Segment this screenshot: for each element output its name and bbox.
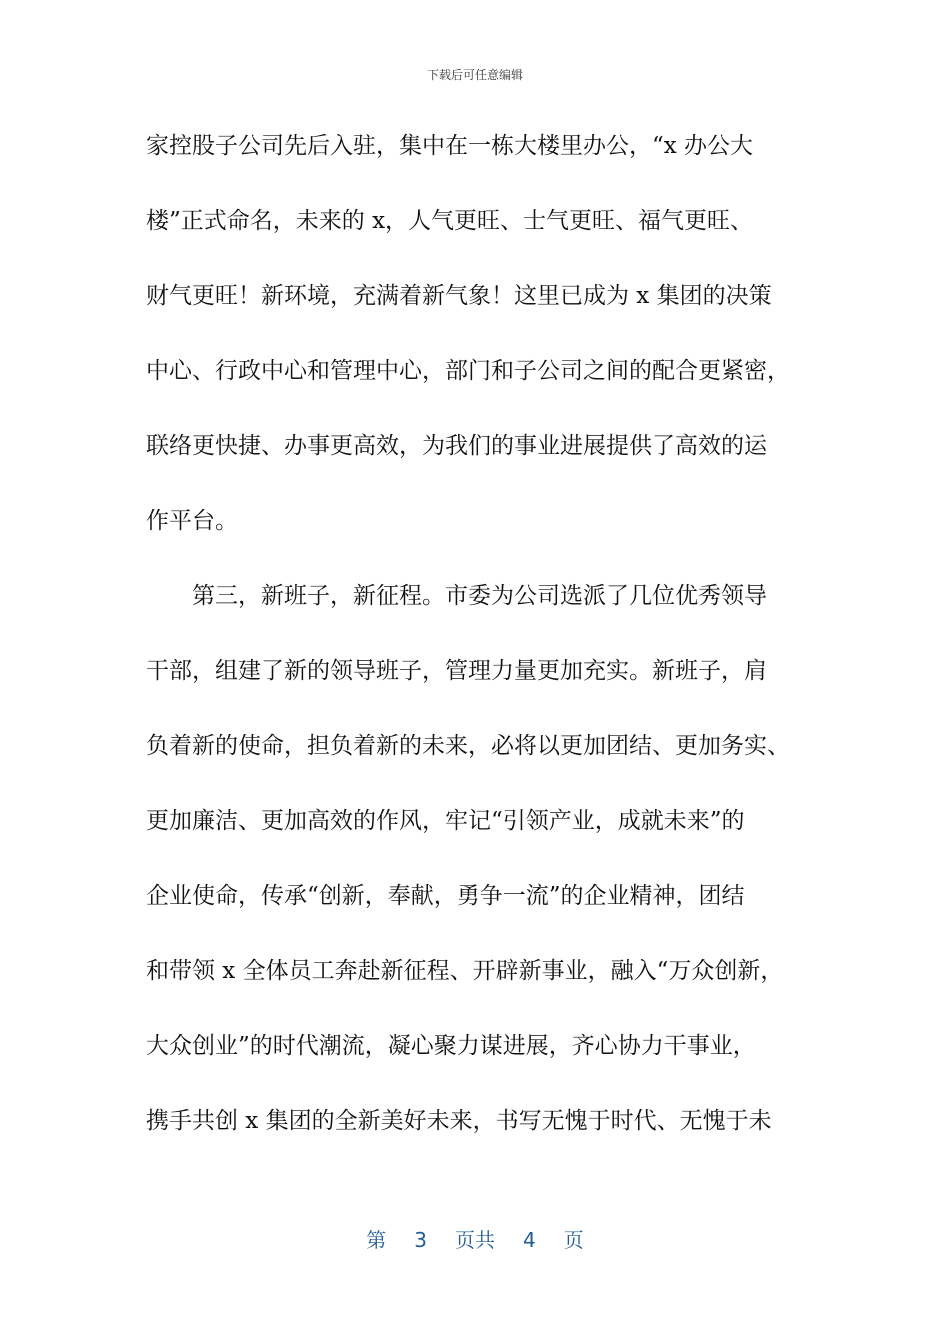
text-line: 中心、行政中心和管理中心，部门和子公司之间的配合更紧密， [146,358,790,384]
footer-prefix: 第 [366,1228,387,1252]
text-line: 楼”正式命名，未来的 x，人气更旺、士气更旺、福气更旺、 [146,208,754,234]
text-line: 作平台。 [146,508,238,534]
footer-suffix: 页 [563,1228,584,1252]
text-line: 携手共创 x 集团的全新美好未来，书写无愧于时代、无愧于未 [146,1108,772,1134]
document-body [146,121,826,1171]
footer-page-number: 3 [414,1228,427,1252]
text-line: 负着新的使命，担负着新的未来，必将以更加团结、更加务实、 [146,733,790,759]
footer-total-pages: 4 [523,1228,536,1252]
paragraph-start-line: 第三，新班子，新征程。市委为公司选派了几位优秀领导 [192,583,767,609]
text-line: 和带领 x 全体员工奔赴新征程、开辟新事业，融入“万众创新， [146,958,784,984]
text-line: 联络更快捷、办事更高效，为我们的事业进展提供了高效的运 [146,433,767,459]
page-footer [0,1224,950,1253]
page-header: 下载后可任意编辑 [426,68,523,82]
text-line: 企业使命，传承“创新，奉献，勇争一流”的企业精神，团结 [146,883,745,909]
text-line: 更加廉洁、更加高效的作风，牢记“引领产业，成就未来”的 [146,808,745,834]
text-line: 干部，组建了新的领导班子，管理力量更加充实。新班子，肩 [146,658,767,684]
text-line: 家控股子公司先后入驻，集中在一栋大楼里办公，“x 办公大 [146,133,754,159]
footer-middle: 页共 [455,1228,495,1252]
text-line: 财气更旺！新环境，充满着新气象！这里已成为 x 集团的决策 [146,283,772,309]
text-line: 大众创业”的时代潮流，凝心聚力谋进展，齐心协力干事业， [146,1033,756,1059]
